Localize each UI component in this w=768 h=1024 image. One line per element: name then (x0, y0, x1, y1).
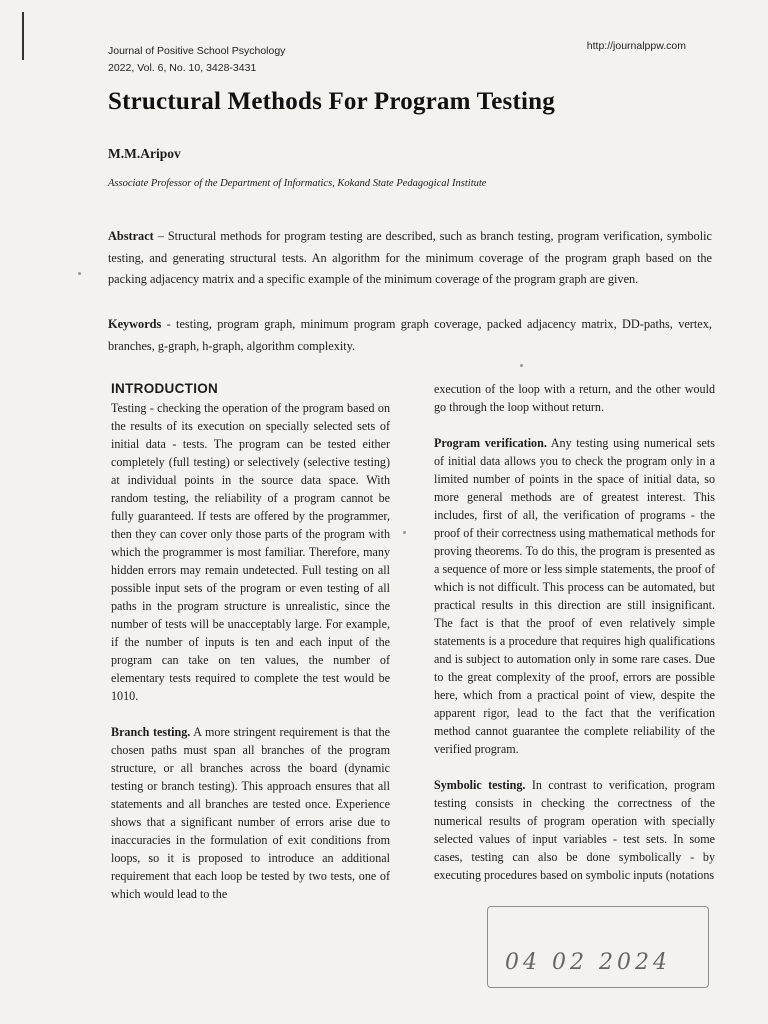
author-affiliation: Associate Professor of the Department of Informatics, Kokand State Pedagogical Institute (108, 178, 487, 189)
right-column (434, 380, 715, 902)
keywords-label: Keywords (108, 317, 162, 331)
journal-url[interactable]: http://journalppw.com (586, 40, 686, 52)
stamp-signature: 04 02 2024 (505, 950, 671, 975)
left-column (111, 380, 390, 921)
symbolic-testing-paragraph (434, 776, 715, 884)
abstract-label: Abstract (108, 229, 154, 243)
author-name: M.M.Aripov (108, 146, 181, 161)
branch-testing-text: A more stringent requirement is that the chosen paths must span all branches of the program structure, or all branches across the board (dynamic testing or branch testing). This approach ensures that all statements and all branches are tested once. Experience shows that a significant number of errors arise due to inaccuracies in the formulation of exit conditions from loops, so it is proposed to introduce an additional requirement that each loop be tested by two tests, one of which would lead to the (111, 725, 390, 901)
scan-speck (78, 272, 81, 275)
journal-header (108, 43, 285, 77)
keywords (108, 314, 712, 357)
scan-speck (403, 531, 406, 534)
branch-testing-label: Branch testing. (111, 725, 191, 739)
verification-label: Program verification. (434, 436, 547, 450)
abstract (108, 226, 712, 291)
scan-edge-mark (22, 12, 24, 60)
journal-name: Journal of Positive School Psychology (108, 45, 286, 57)
symbolic-testing-text: In contrast to verification, program testing consists in checking the correctness of the numerical results of program operation with specially selected values of input variables - test sets. In some cases, testing can also be done symbolically - by executing procedures based on symbolic inputs (notations (434, 778, 715, 882)
abstract-text: – Structural methods for program testing are described, such as branch testing, program verification, symbolic testing, and generating structural tests. An algorithm for the minimum coverage of the program graph based on the packing adjacency matrix and a specific example of the minimum coverage of the program graph are given. (108, 229, 712, 286)
loop-continuation-paragraph: execution of the loop with a return, and the other would go through the loop without return. (434, 382, 715, 414)
journal-issue: 2022, Vol. 6, No. 10, 3428-3431 (108, 62, 257, 74)
branch-testing-paragraph (111, 723, 390, 903)
verification-text: Any testing using numerical sets of initial data allows you to check the program only in a limited number of points in the space of initial data, so more general methods are of greatest interest. This includes, first of all, the verification of programs - the proof of their correctness using mathematical methods for proving theorems. To do this, the program is presented as a sequence of more or less simple statements, the proof of which is not difficult. This process can be automated, but practical results in this direction are still insignificant. The fact is that the proof of even relatively simple statements is a procedure that requires high qualifications and is subject to automation only in some rare cases. Due to the great complexity of the proof, errors are possible here, which from a practical point of view, despite the apparent rigor, lead to the fact that the verification method cannot guarantee the complete reliability of the verified program. (434, 436, 715, 756)
scan-speck (520, 364, 523, 367)
symbolic-testing-label: Symbolic testing. (434, 778, 526, 792)
verification-paragraph (434, 434, 715, 758)
keywords-text: - testing, program graph, minimum program graph coverage, packed adjacency matrix, DD-paths, vertex, branches, g-graph, h-graph, algorithm complexity. (108, 317, 712, 353)
received-stamp (487, 906, 709, 988)
introduction-heading: INTRODUCTION (111, 381, 219, 396)
introduction-paragraph: Testing - checking the operation of the program based on the results of its execution on specially selected sets of initial data - tests. The program can be tested either completely (full testing) or selectively (selective testing) at individual points in the source data space. With random testing, the reliability of a program cannot be fully guaranteed. If tests are offered by the programmer, then they can cover only those parts of the program with which the programmer is most familiar. Therefore, many hidden errors may remain undetected. Full testing on all possible input sets of the program or even testing of all paths in the program structure is unrealistic, since the number of tests will be unacceptably large. For example, if the number of inputs is ten and each input of the program can take on ten values, the number of elementary tests required to complete the test would be 1010. (111, 401, 390, 703)
paper-title: Structural Methods For Program Testing (108, 88, 555, 115)
